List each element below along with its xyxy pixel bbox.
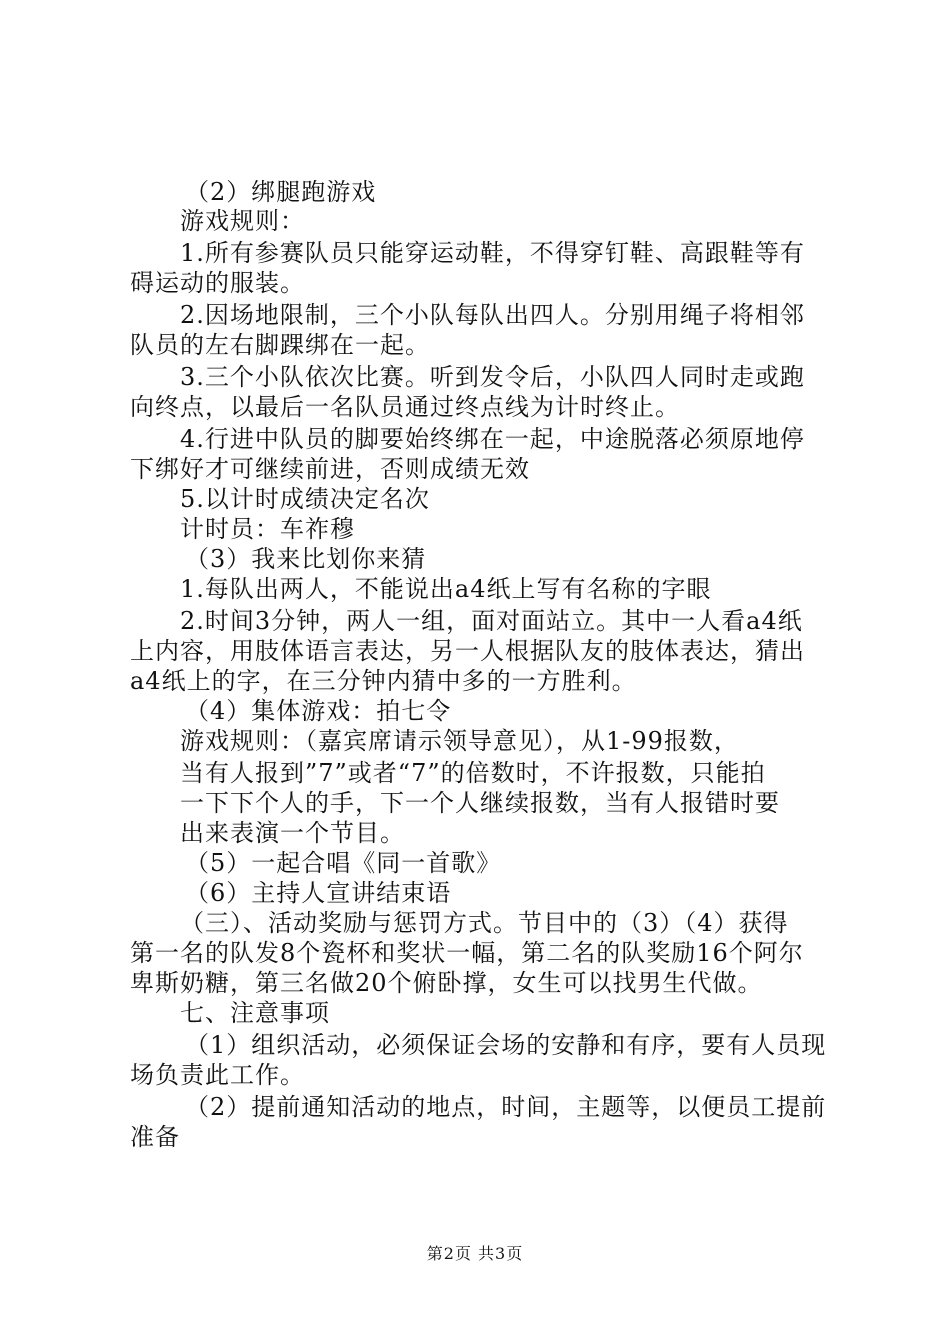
paragraph-line: 一下下个人的手，下一个人继续报数，当有人报错时要	[180, 789, 780, 817]
paragraph-line: 计时员：车祚穆	[180, 515, 355, 543]
paragraph-line: （2）提前通知活动的地点，时间，主题等，以便员工提前	[185, 1093, 827, 1121]
section-heading: （2）绑腿跑游戏	[185, 178, 377, 206]
paragraph-line: 3.三个小队依次比赛。听到发令后，小队四人同时走或跑	[180, 363, 805, 391]
paragraph-line: 卑斯奶糖，第三名做20个俯卧撑，女生可以找男生代做。	[130, 969, 763, 997]
paragraph-line: a4纸上的字，在三分钟内猜中多的一方胜利。	[130, 667, 637, 695]
section-heading: （4）集体游戏：拍七令	[185, 697, 452, 725]
paragraph-line: 第一名的队发8个瓷杯和奖状一幅，第二名的队奖励16个阿尔	[130, 939, 804, 967]
paragraph-line: 向终点，以最后一名队员通过终点线为计时终止。	[130, 393, 680, 421]
paragraph-line: 1.每队出两人，不能说出a4纸上写有名称的字眼	[180, 575, 712, 603]
paragraph-line: 2.因场地限制，三个小队每队出四人。分别用绳子将相邻	[180, 301, 805, 329]
paragraph-line: 5.以计时成绩决定名次	[180, 485, 430, 513]
paragraph-line: （三）、活动奖励与惩罚方式。节目中的（3）（4）获得	[180, 909, 789, 937]
section-heading: 七、注意事项	[180, 999, 330, 1027]
paragraph-line: 准备	[130, 1123, 180, 1151]
paragraph-line: 4.行进中队员的脚要始终绑在一起，中途脱落必须原地停	[180, 425, 805, 453]
paragraph-line: 下绑好才可继续前进，否则成绩无效	[130, 455, 530, 483]
page-footer: 第2页 共3页	[426, 1244, 524, 1263]
paragraph-line: 2.时间3分钟，两人一组，面对面站立。其中一人看a4纸	[180, 607, 803, 635]
rules-label: 游戏规则：	[180, 207, 305, 235]
section-heading: （6）主持人宣讲结束语	[185, 879, 452, 907]
paragraph-line: 1.所有参赛队员只能穿运动鞋，不得穿钉鞋、高跟鞋等有	[180, 239, 805, 267]
paragraph-line: 场负责此工作。	[130, 1061, 305, 1089]
section-heading: （5）一起合唱《同一首歌》	[185, 849, 502, 877]
paragraph-line: （1）组织活动，必须保证会场的安静和有序，要有人员现	[185, 1031, 827, 1059]
paragraph-line: 出来表演一个节目。	[180, 819, 405, 847]
paragraph-line: 上内容，用肢体语言表达，另一人根据队友的肢体表达，猜出	[130, 637, 805, 665]
paragraph-line: 队员的左右脚踝绑在一起。	[130, 331, 430, 359]
paragraph-line: 游戏规则：（嘉宾席请示领导意见），从1-99报数，	[180, 727, 739, 755]
paragraph-line: 碍运动的服装。	[130, 269, 305, 297]
paragraph-line: 当有人报到”7”或者“7”的倍数时，不许报数，只能拍	[180, 759, 766, 787]
section-heading: （3）我来比划你来猜	[185, 545, 427, 573]
